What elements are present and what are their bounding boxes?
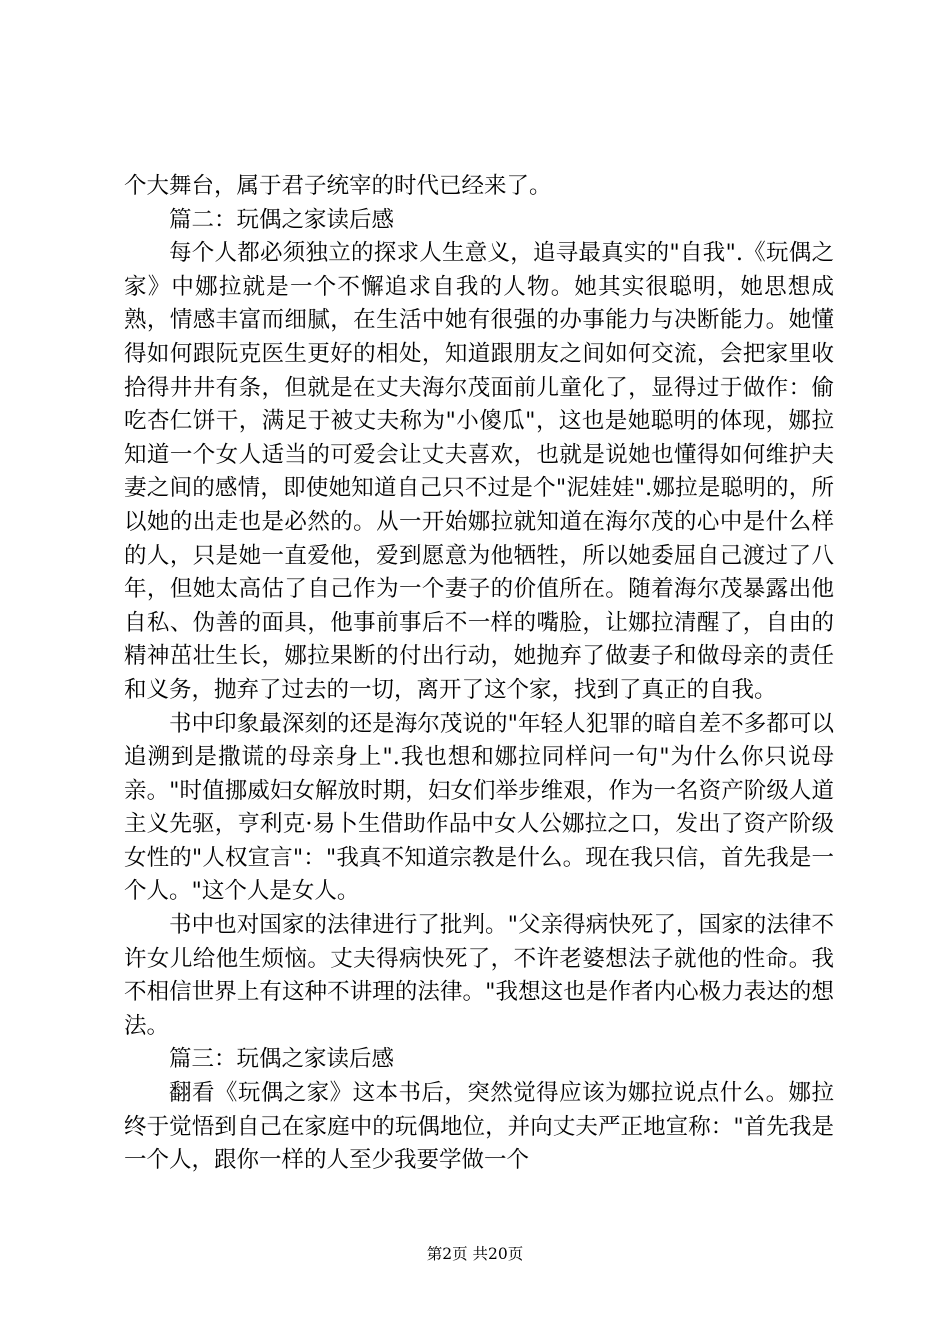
paragraph-body: 书中也对国家的法律进行了批判。"父亲得病快死了，国家的法律不许女儿给他生烦恼。丈夫得病快死了，不许老婆想法子就他的性命。我不相信世界上有这种不讲理的法律。"我想这也是作者内心极力表达的想法。 — [124, 912, 834, 1039]
paragraph-continuation: 个大舞台，属于君子统宰的时代已经来了。 — [124, 173, 552, 199]
paragraph-body: 书中印象最深刻的还是海尔茂说的"年轻人犯罪的暗自差不多都可以追溯到是撒谎的母亲身上".我也想和娜拉同样问一句"为什么你只说母亲。"时值挪威妇女解放时期，妇女们举步维艰，作为一名资产阶级人道主义先驱，亨利克·易卜生借助作品中女人公娜拉之口，发出了资产阶级女性的"人权宣言"："我真不知道宗教是什么。现在我只信，首先我是一个人。"这个人是女人。 — [124, 710, 834, 905]
document-body — [124, 170, 834, 1178]
section-heading-3: 篇三：玩偶之家读后感 — [169, 1046, 395, 1073]
page-number-footer: 第2页 共20页 — [426, 1245, 524, 1263]
paragraph-body: 翻看《玩偶之家》这本书后，突然觉得应该为娜拉说点什么。娜拉终于觉悟到自己在家庭中的玩偶地位，并向丈夫严正地宣称："首先我是一个人，跟你一样的人至少我要学做一个 — [124, 1080, 834, 1174]
paragraph-body: 每个人都必须独立的探求人生意义，追寻最真实的"自我".《玩偶之家》中娜拉就是一个不懈追求自我的人物。她其实很聪明，她思想成熟，情感丰富而细腻，在生活中她有很强的办事能力与决断能力。她懂得如何跟阮克医生更好的相处，知道跟朋友之间如何交流，会把家里收拾得井井有条，但就是在丈夫海尔茂面前儿童化了，显得过于做作：偷吃杏仁饼干，满足于被丈夫称为"小傻瓜"，这也是她聪明的体现，娜拉知道一个女人适当的可爱会让丈夫喜欢，也就是说她也懂得如何维护夫妻之间的感情，即使她知道自己只不过是个"泥娃娃".娜拉是聪明的，所以她的出走也是必然的。从一开始娜拉就知道在海尔茂的心中是什么样的人，只是她一直爱他，爱到愿意为他牺牲，所以她委屈自己渡过了八年，但她太高估了自己作为一个妻子的价值所在。随着海尔茂暴露出他自私、伪善的面具，他事前事后不一样的嘴脸，让娜拉清醒了，自由的精神茁壮生长，娜拉果断的付出行动，她抛弃了做妻子和做母亲的责任和义务，抛弃了过去的一切，离开了这个家，找到了真正的自我。 — [124, 240, 834, 703]
section-heading-2: 篇二：玩偶之家读后感 — [169, 206, 395, 233]
